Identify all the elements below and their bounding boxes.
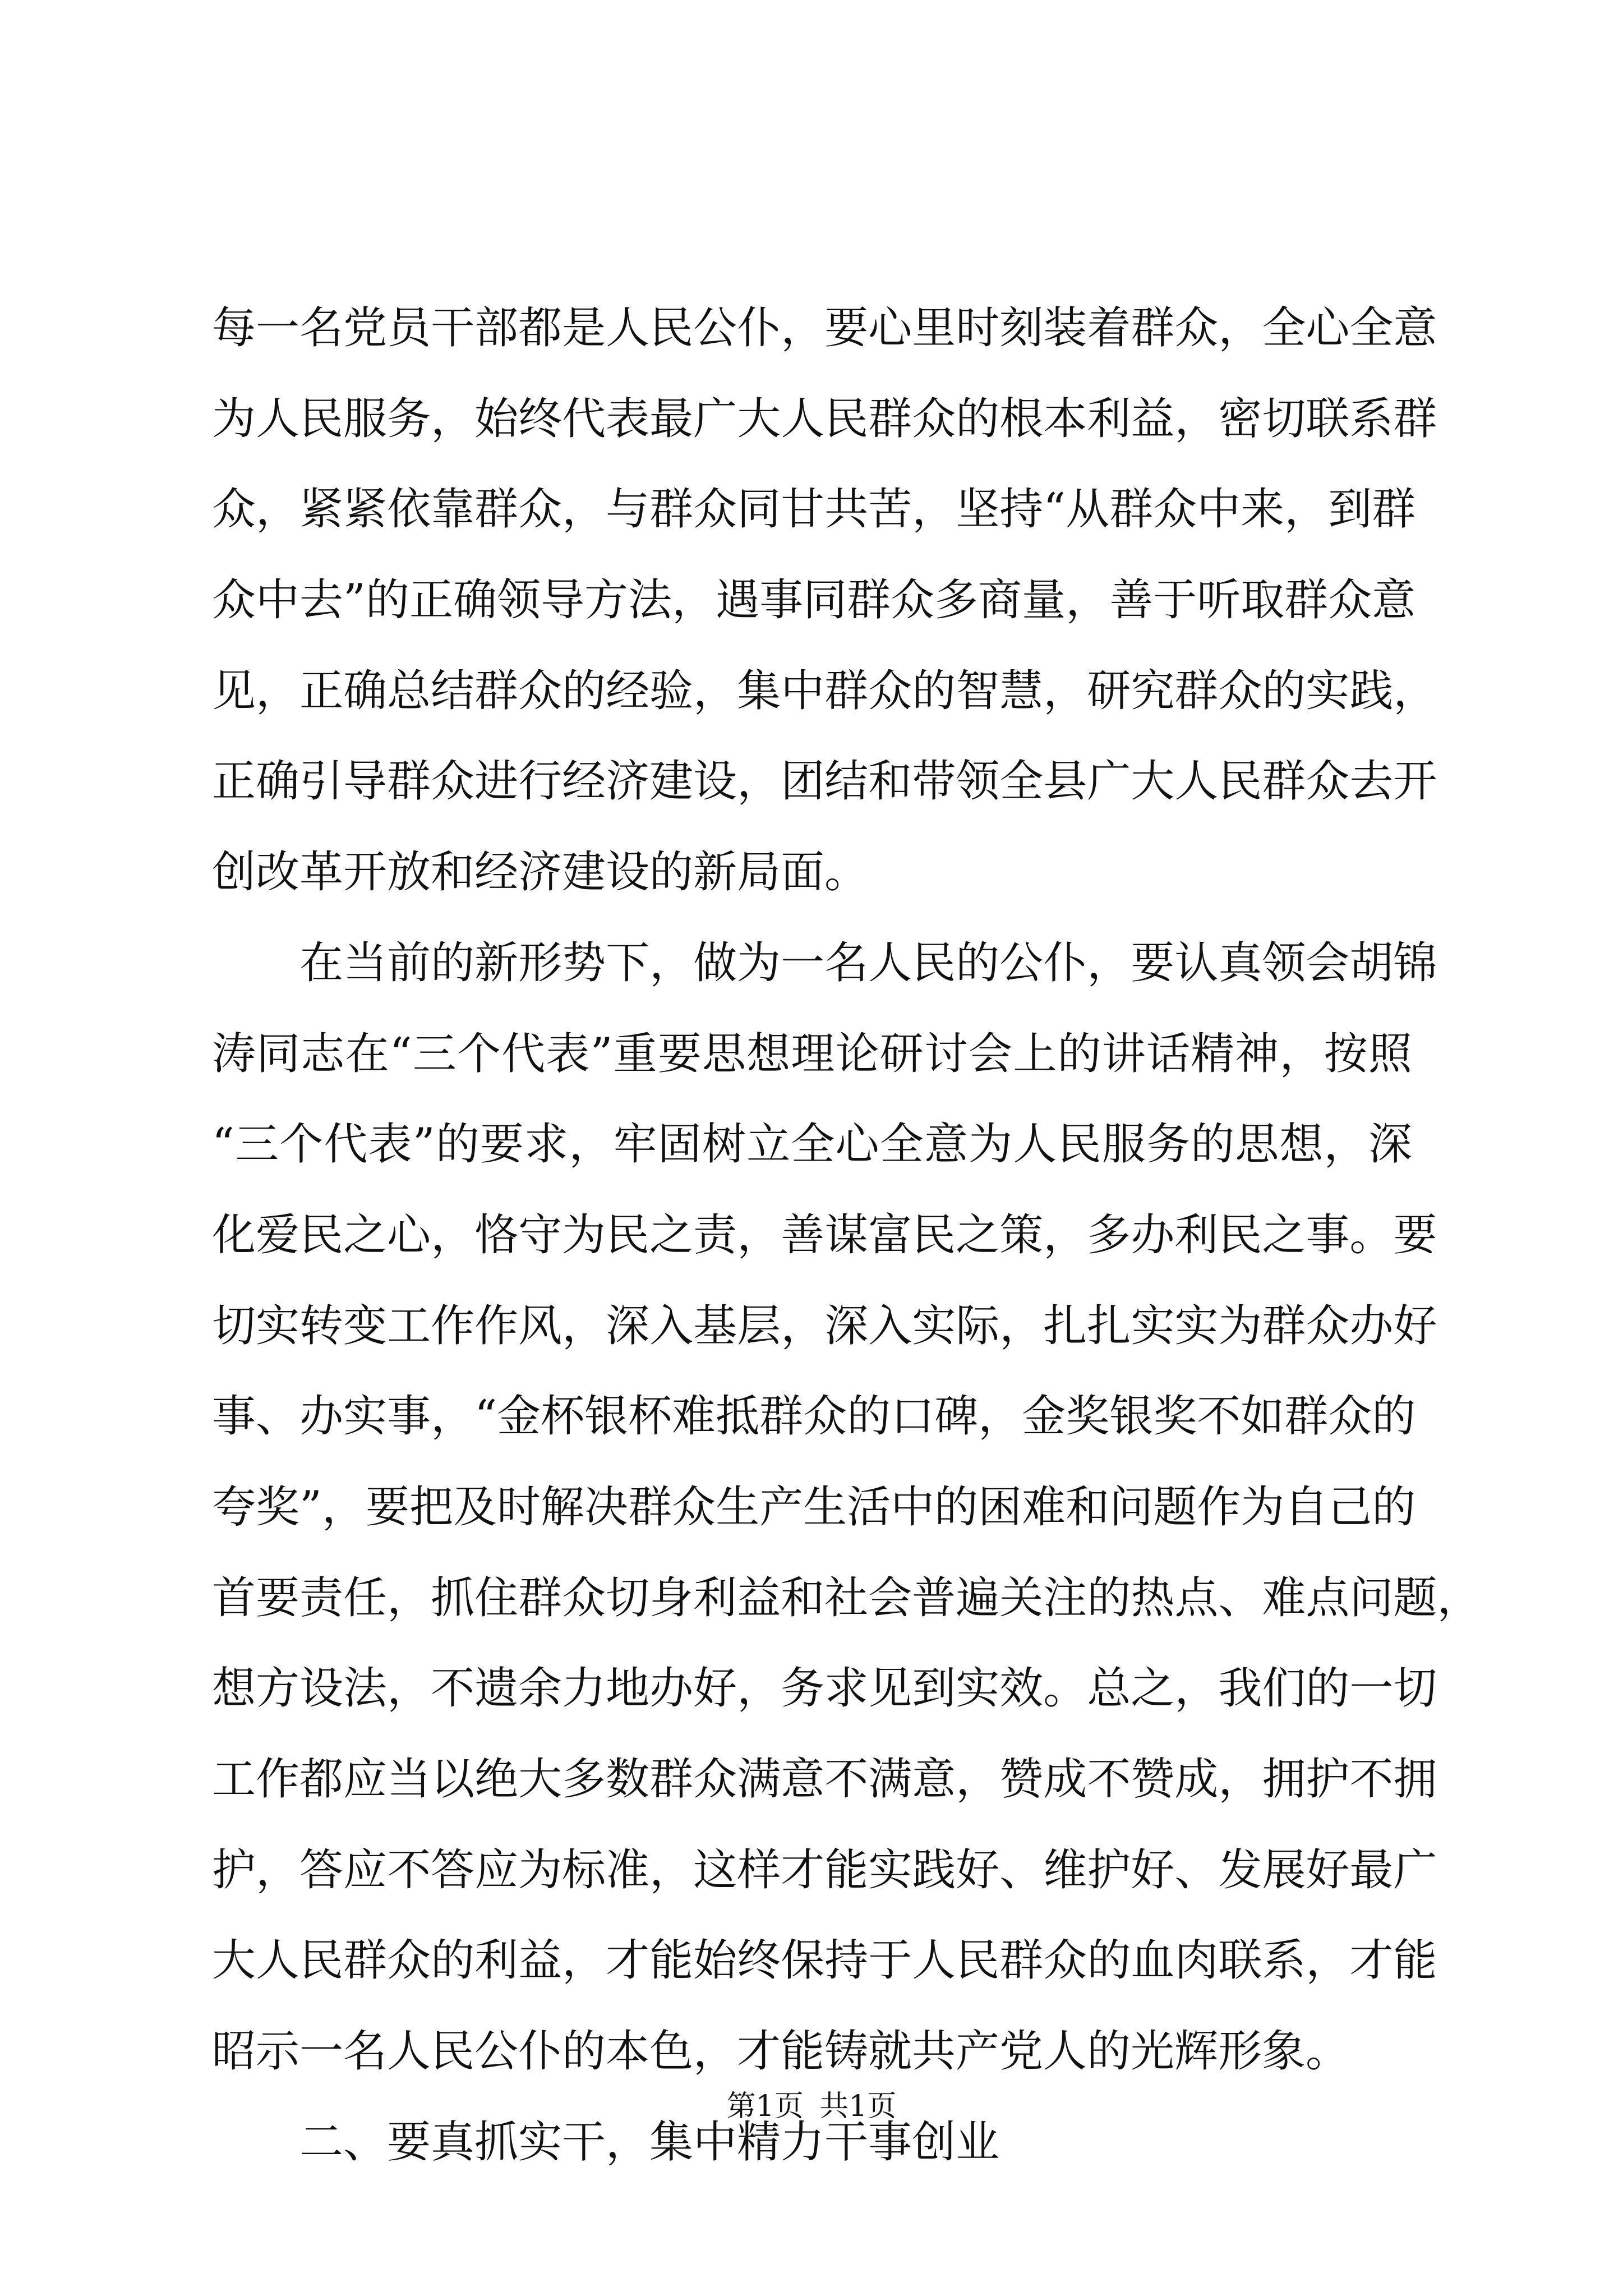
text-line: 切 实 转 变 工 作 作 风 ， 深 入 基 层 ， 深 入 实 际 ， 扎 扎 实 实 为 群 众 办 好: [212, 1300, 1437, 1351]
text-line: 创改革开放和经济建设的新局面。: [212, 847, 869, 898]
text-line: 夸 奖 ” ， 要 把 及 时 解 决 群 众 生 产 生 活 中 的 困 难 和 问 题 作 为 自 己 的: [212, 1481, 1416, 1533]
text-line: 想 方 设 法 ， 不 遗 余 力 地 办 好 ， 务 求 见 到 实 效 。 总 之 ， 我 们 的 一 切: [212, 1663, 1437, 1714]
page-footer: [0, 2087, 1623, 2126]
text-line: 昭示一名人民公仆的本色，才能铸就共产党人的光辉形象。: [212, 2026, 1350, 2077]
text-line: 众 ， 紧 紧 依 靠 群 众 ， 与 群 众 同 甘 共 苦 ， 坚 持 “ 从 群 众 中 来 ， 到 群: [212, 484, 1416, 535]
text-line: 在 当 前 的 新 形 势 下 ， 做 为 一 名 人 民 的 公 仆 ， 要 认 真 领 会 胡 锦: [299, 937, 1437, 988]
text-line: “ 三 个 代 表 ” 的 要 求 ， 牢 固 树 立 全 心 全 意 为 人 民 服 务 的 思 想 ， 深: [212, 1119, 1412, 1170]
body-text: [212, 300, 1481, 2205]
page-number: 第1页: [726, 2090, 804, 2123]
text-line: 事 、 办 实 事 ， “ 金 杯 银 杯 难 抵 群 众 的 口 碑 ， 金 奖 银 奖 不 如 群 众 的: [212, 1391, 1416, 1442]
section-heading: 二、要真抓实干，集中精力干事创业: [299, 2116, 1000, 2168]
page-total: 共1页: [819, 2090, 897, 2123]
text-line: 首 要 责 任 ， 抓 住 群 众 切 身 利 益 和 社 会 普 遍 关 注 的 热 点 、 难 点 问 题 ，: [212, 1572, 1481, 1623]
text-line: 每 一 名 党 员 干 部 都 是 人 民 公 仆 ， 要 心 里 时 刻 装 着 群 众 ， 全 心 全 意: [212, 303, 1437, 353]
text-line: 见 ， 正 确 总 结 群 众 的 经 验 ， 集 中 群 众 的 智 慧 ， 研 究 群 众 的 实 践 ，: [212, 665, 1437, 716]
text-line: 大 人 民 群 众 的 利 益 ， 才 能 始 终 保 持 于 人 民 群 众 的 血 肉 联 系 ， 才 能: [212, 1935, 1437, 1986]
text-line: 工 作 都 应 当 以 绝 大 多 数 群 众 满 意 不 满 意 ， 赞 成 不 赞 成 ， 拥 护 不 拥: [212, 1754, 1437, 1805]
text-line: 正 确 引 导 群 众 进 行 经 济 建 设 ， 团 结 和 带 领 全 县 广 大 人 民 群 众 去 开: [212, 756, 1437, 807]
text-line: 众 中 去 ” 的 正 确 领 导 方 法 ， 遇 事 同 群 众 多 商 量 ， 善 于 听 取 群 众 意: [212, 575, 1416, 626]
text-line: 护 ， 答 应 不 答 应 为 标 准 ， 这 样 才 能 实 践 好 、 维 护 好 、 发 展 好 最 广: [212, 1844, 1437, 1895]
text-line: 为 人 民 服 务 ， 始 终 代 表 最 广 大 人 民 群 众 的 根 本 利 益 ， 密 切 联 系 群: [212, 393, 1437, 444]
text-line: 化 爱 民 之 心 ， 恪 守 为 民 之 责 ， 善 谋 富 民 之 策 ， 多 办 利 民 之 事 。 要: [212, 1209, 1437, 1260]
text-line: 涛 同 志 在 “ 三 个 代 表 ” 重 要 思 想 理 论 研 讨 会 上 的 讲 话 精 神 ， 按 照: [212, 1028, 1412, 1079]
